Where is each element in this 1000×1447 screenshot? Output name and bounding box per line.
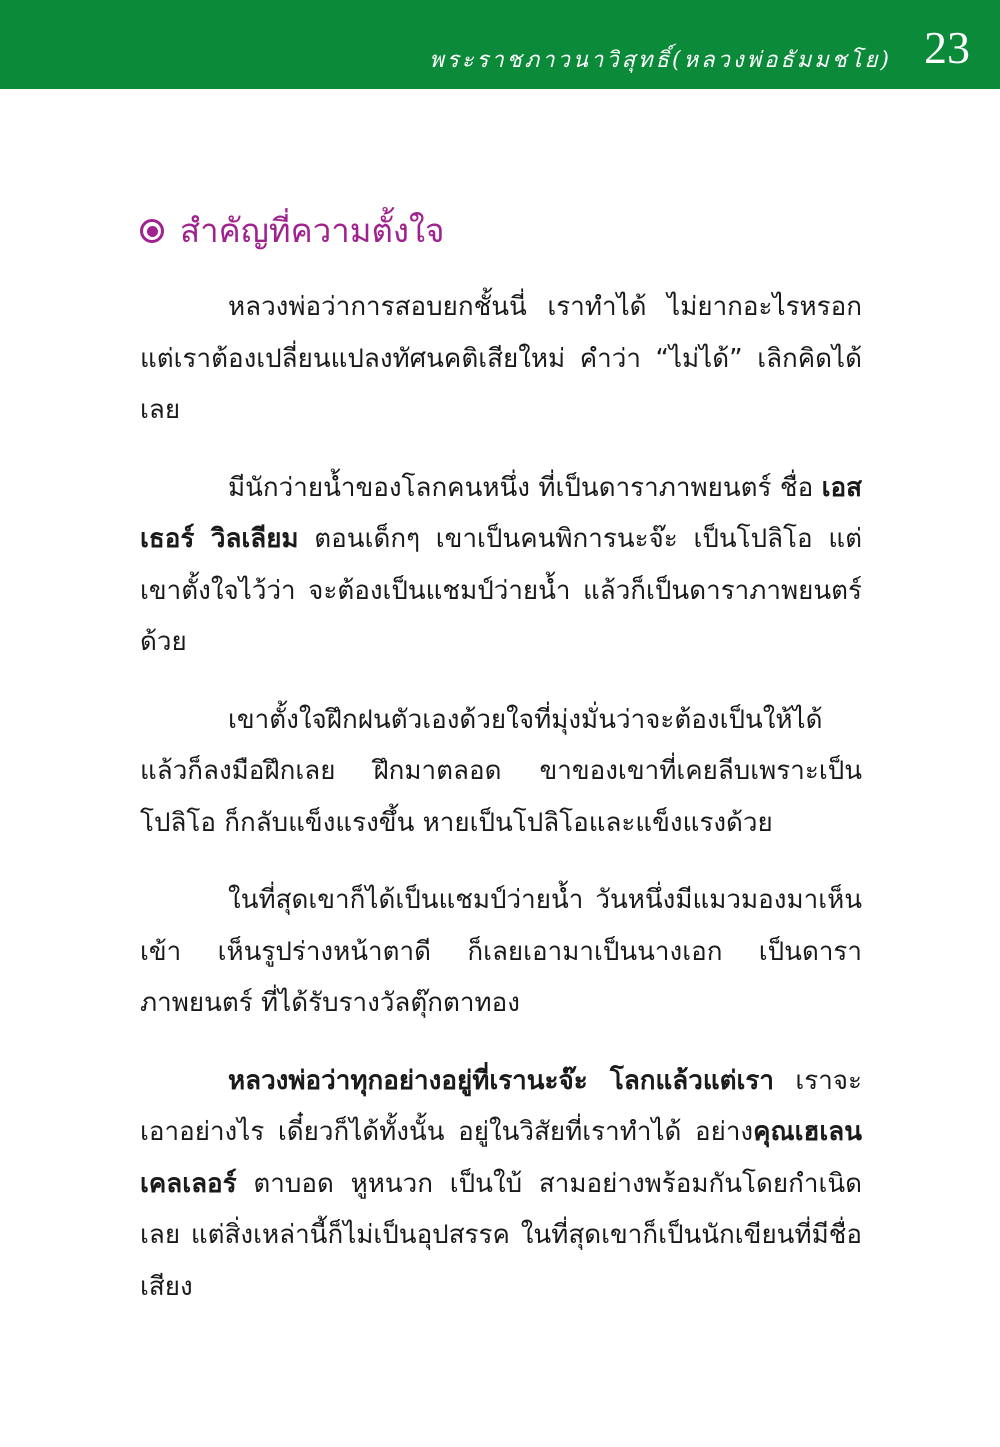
section-heading — [140, 206, 445, 256]
page-number: 23 — [924, 22, 970, 73]
paragraph-text: เราจะเอาอย่างไร เดี๋ยวก็ได้ทั้งนั้น อยู่ในวิสัยที่เราทำได้ อย่าง — [140, 1065, 862, 1147]
paragraph — [140, 695, 862, 850]
header-title: พระราชภาวนาวิสุทธิ์(หลวงพ่อธัมมชโย) — [429, 48, 892, 73]
paragraph-text: ตอนเด็กๆ เขาเป็นคนพิการนะจ๊ะ เป็นโปลิโอ แต่เขาตั้งใจไว้ว่า จะต้องเป็นแชมป์ว่ายน้ำ แล้วก็เป็นดาราภาพยนตร์ด้วย — [140, 524, 862, 657]
paragraph — [140, 875, 862, 1030]
paragraph-text: ในที่สุดเขาก็ได้เป็นแชมป์ว่ายน้ำ วันหนึ่งมีแมวมองมาเห็นเข้า เห็นรูปร่างหน้าตาดี ก็เลยเอามาเป็นนางเอก เป็นดาราภาพยนตร์ ที่ได้รับรางวัลตุ๊กตาทอง — [140, 885, 862, 1018]
bold-name: เอสเธอร์ วิลเลียม — [140, 472, 862, 554]
bold-name: คุณเฮเลน เคลเลอร์ — [140, 1117, 862, 1199]
section-heading-text: สำคัญที่ความตั้งใจ — [180, 211, 445, 250]
paragraph-text: มีนักว่ายน้ำของโลกคนหนึ่ง ที่เป็นดาราภาพยนตร์ ชื่อ — [228, 472, 822, 503]
paragraph — [140, 463, 862, 669]
paragraph — [140, 282, 862, 437]
paragraph-text: ตาบอด หูหนวก เป็นใบ้ สามอย่างพร้อมกันโดยกำเนิดเลย แต่สิ่งเหล่านี้ก็ไม่เป็นอุปสรรค ในที่สุดเขาก็เป็นนักเขียนที่มีชื่อเสียง — [140, 1168, 862, 1302]
paragraph — [140, 1056, 862, 1314]
page-header — [0, 0, 1000, 89]
paragraph-text: หลวงพ่อว่าการสอบยกชั้นนี่ เราทำได้ ไม่ยากอะไรหรอก แต่เราต้องเปลี่ยนแปลงทัศนคติเสียใหม่ คำว่า “ไม่ได้” เลิกคิดได้เลย — [140, 292, 862, 425]
paragraph-text: เขาตั้งใจฝึกฝนตัวเองด้วยใจที่มุ่งมั่นว่าจะต้องเป็นให้ได้ แล้วก็ลงมือฝึกเลย ฝึกมาตลอด ขาของเขาที่เคยลีบเพราะเป็นโปลิโอ ก็กลับแข็งแรงขึ้น หายเป็นโปลิโอและแข็งแรงด้วย — [140, 704, 862, 838]
radio-bullet-icon — [140, 219, 164, 243]
bold-emphasis: หลวงพ่อว่าทุกอย่างอยู่ที่เรานะจ๊ะ โลกแล้วแต่เรา — [228, 1065, 774, 1096]
body-text — [140, 282, 862, 1313]
